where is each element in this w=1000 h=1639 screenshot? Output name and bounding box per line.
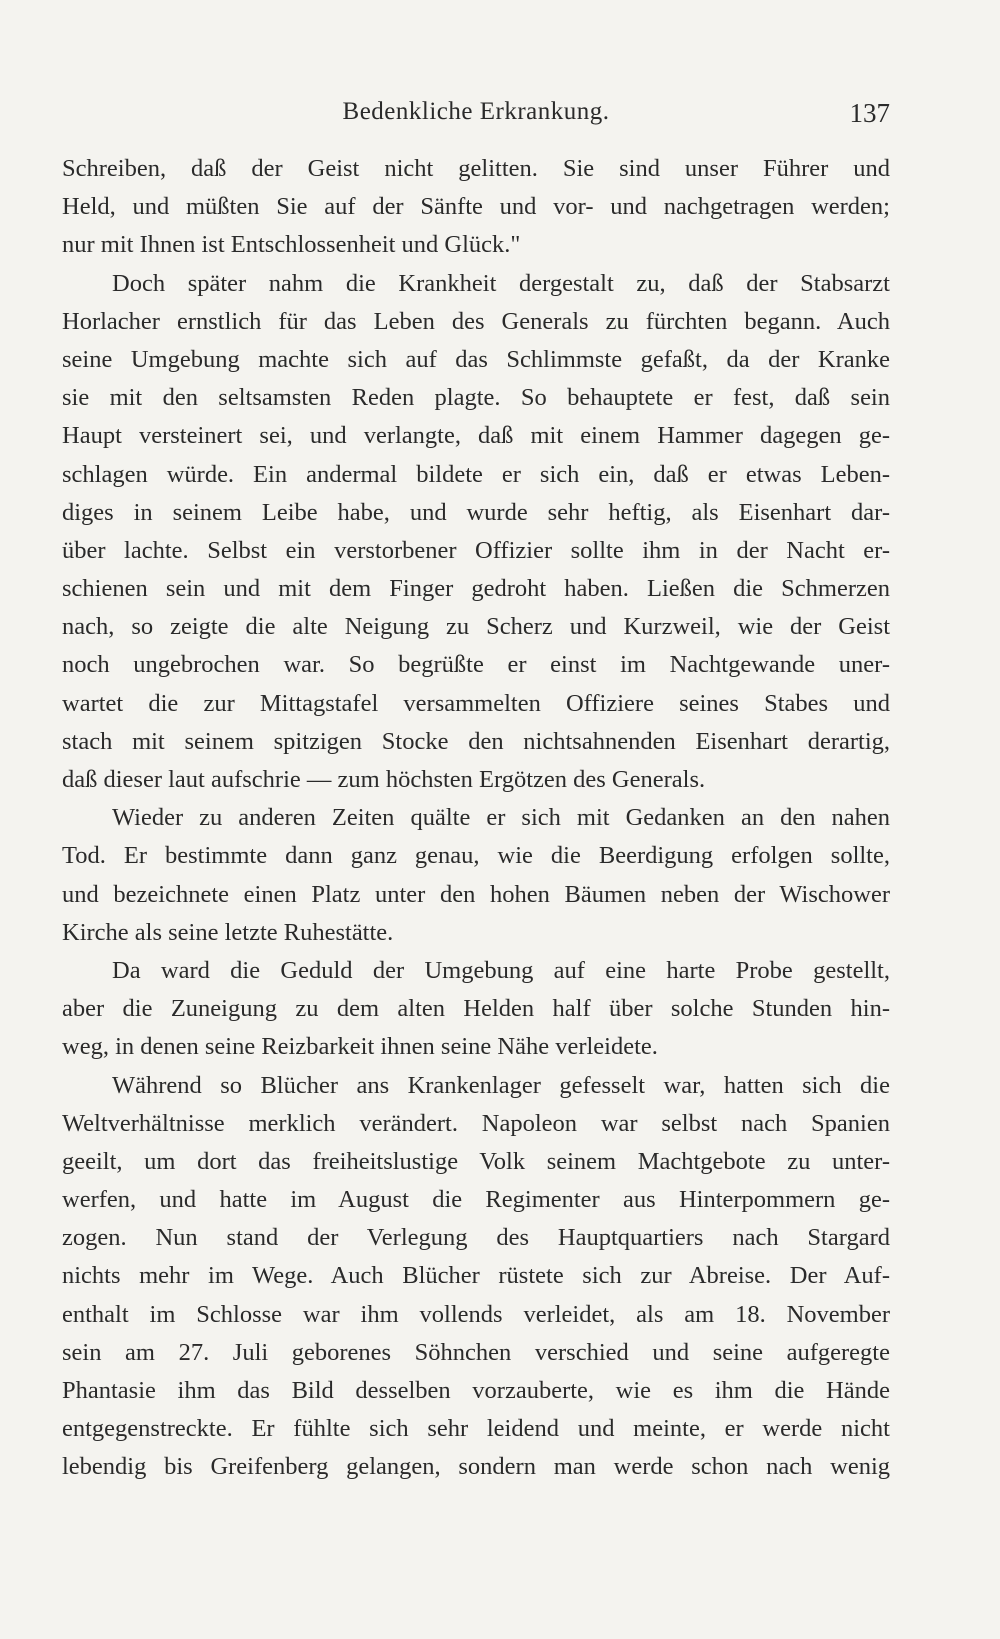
- text-line: Wieder zu anderen Zeiten quälte er sich mit Gedanken an den nahen: [112, 804, 890, 832]
- text-line: Haupt versteinert sei, und verlangte, daß mit einem Hammer dagegen ge-: [62, 422, 890, 450]
- text-line: entgegenstreckte. Er fühlte sich sehr leidend und meinte, er werde nicht: [62, 1415, 890, 1443]
- page-number: 137: [849, 98, 890, 128]
- text-line: geeilt, um dort das freiheitslustige Volk seinem Machtgebote zu unter-: [62, 1147, 890, 1175]
- text-line: noch ungebrochen war. So begrüßte er einst im Nachtgewande uner-: [62, 651, 890, 679]
- text-line: enthalt im Schlosse war ihm vollends verleidet, als am 18. November: [62, 1300, 890, 1328]
- text-line: Tod. Er bestimmte dann ganz genau, wie die Beerdigung erfolgen sollte,: [62, 842, 890, 870]
- text-line: zogen. Nun stand der Verlegung des Hauptquartiers nach Stargard: [62, 1224, 890, 1252]
- text-line: schienen sein und mit dem Finger gedroht haben. Ließen die Schmerzen: [62, 575, 890, 603]
- text-line: Phantasie ihm das Bild desselben vorzauberte, wie es ihm die Hände: [62, 1377, 890, 1404]
- text-line: lebendig bis Greifenberg gelangen, sondern man werde schon nach wenig: [62, 1453, 890, 1481]
- text-line: Horlacher ernstlich für das Leben des Generals zu fürchten begann. Auch: [62, 307, 890, 335]
- text-line: diges in seinem Leibe habe, und wurde sehr heftig, als Eisenhart dar-: [62, 498, 890, 526]
- text-line: und bezeichnete einen Platz unter den hohen Bäumen neben der Wischower: [62, 880, 890, 908]
- text-line: Held, und müßten Sie auf der Sänfte und vor- und nachgetragen werden;: [62, 193, 890, 221]
- text-line: weg, in denen seine Reizbarkeit ihnen seine Nähe verleidete.: [62, 1033, 658, 1061]
- text-line: sie mit den seltsamsten Reden plagte. So behauptete er fest, daß sein: [62, 384, 890, 412]
- text-line: wartet die zur Mittagstafel versammelten Offiziere seines Stabes und: [62, 689, 890, 717]
- text-line: schlagen würde. Ein andermal bildete er sich ein, daß er etwas Leben-: [62, 460, 890, 488]
- text-line: nichts mehr im Wege. Auch Blücher rüstete sich zur Abreise. Der Auf-: [62, 1262, 890, 1290]
- text-line: nur mit Ihnen ist Entschlossenheit und Glück.": [62, 231, 521, 259]
- text-line: daß dieser laut aufschrie — zum höchsten Ergötzen des Generals.: [62, 766, 706, 793]
- page-header: [62, 98, 890, 132]
- text-line: über lachte. Selbst ein verstorbener Offizier sollte ihm in der Nacht er-: [62, 536, 890, 564]
- text-line: Kirche als seine letzte Ruhestätte.: [62, 918, 394, 946]
- text-line: sein am 27. Juli geborenes Söhnchen verschied und seine aufgeregte: [62, 1338, 890, 1366]
- text-line: Während so Blücher ans Krankenlager gefesselt war, hatten sich die: [112, 1071, 890, 1099]
- text-line: Weltverhältnisse merklich verändert. Napoleon war selbst nach Spanien: [62, 1109, 890, 1137]
- text-line: werfen, und hatte im August die Regimenter aus Hinterpommern ge-: [62, 1186, 890, 1214]
- text-line: Doch später nahm die Krankheit dergestalt zu, daß der Stabsarzt: [112, 269, 890, 297]
- text-line: nach, so zeigte die alte Neigung zu Scherz und Kurzweil, wie der Geist: [62, 613, 890, 641]
- text-line: stach mit seinem spitzigen Stocke den nichtsahnenden Eisenhart derartig,: [62, 727, 890, 755]
- text-line: seine Umgebung machte sich auf das Schlimmste gefaßt, da der Kranke: [62, 345, 890, 373]
- body-text: [62, 150, 890, 1487]
- text-line: Da ward die Geduld der Umgebung auf eine harte Probe gestellt,: [112, 956, 890, 984]
- text-line: aber die Zuneigung zu dem alten Helden half über solche Stunden hin-: [62, 995, 890, 1023]
- running-title: Bedenkliche Erkrankung.: [342, 98, 610, 125]
- text-line: Schreiben, daß der Geist nicht gelitten. Sie sind unser Führer und: [62, 155, 890, 182]
